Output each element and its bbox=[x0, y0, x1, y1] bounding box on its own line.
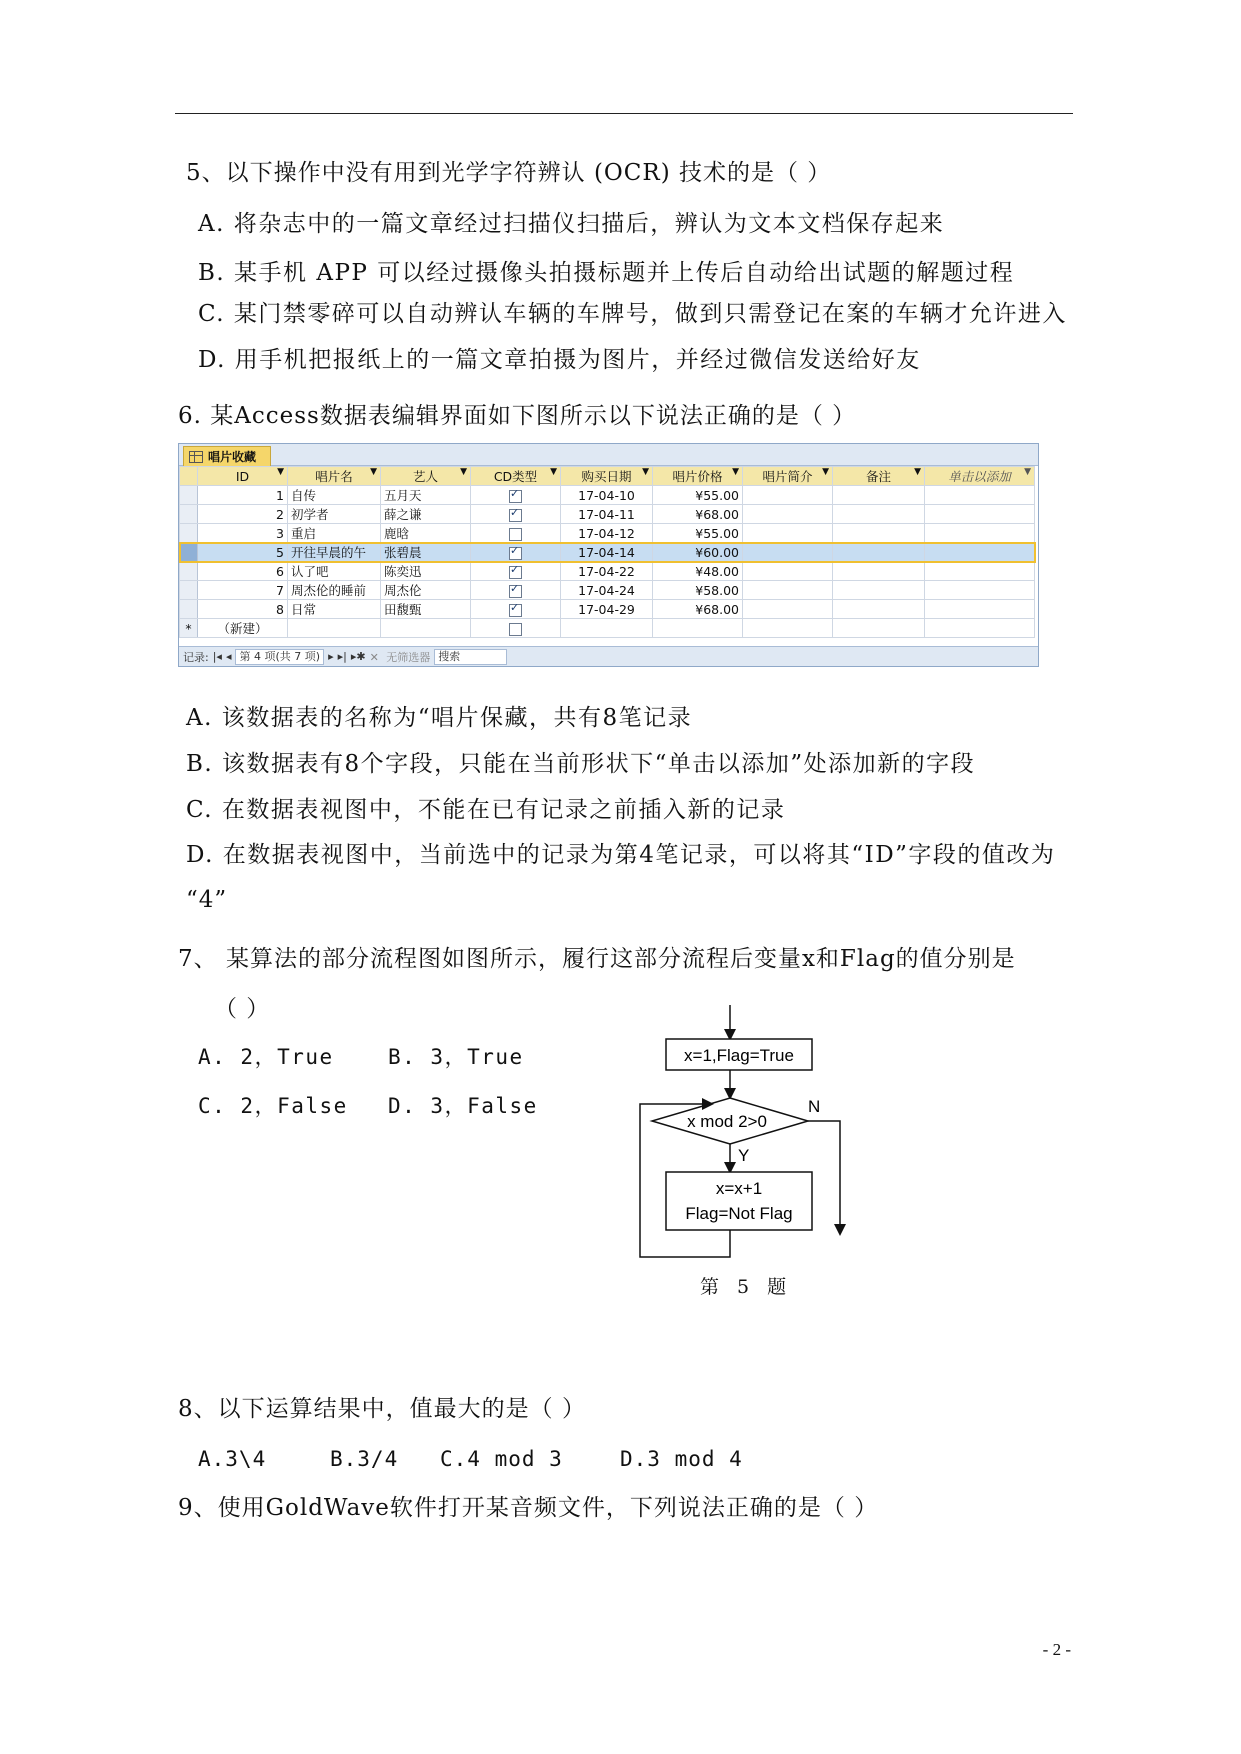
table-row[interactable] bbox=[180, 505, 1035, 524]
cell-cd-type[interactable] bbox=[471, 543, 561, 562]
q8-option-c: C.4 mod 3 bbox=[440, 1447, 563, 1471]
cell-price[interactable]: ¥55.00 bbox=[653, 486, 743, 505]
dropdown-arrow-icon: ▼ bbox=[1024, 467, 1031, 477]
first-record-icon[interactable]: |◂ bbox=[212, 650, 222, 663]
page-number: - 2 - bbox=[1042, 1640, 1071, 1659]
cell-cd-type[interactable] bbox=[471, 486, 561, 505]
new-row-label[interactable]: （新建） bbox=[198, 619, 288, 638]
q8-option-a: A.3\4 bbox=[198, 1447, 267, 1471]
cell-remark[interactable] bbox=[833, 486, 925, 505]
new-row-marker: * bbox=[180, 619, 198, 638]
cell-date[interactable]: 17-04-22 bbox=[561, 562, 653, 581]
q6-option-d: D. 在数据表视图中，当前选中的记录为第4笔记录，可以将其“ID”字段的值改为 bbox=[186, 842, 1056, 868]
cell-price[interactable]: ¥68.00 bbox=[653, 505, 743, 524]
q5-option-c: C. 某门禁零碎可以自动辨认车辆的车牌号，做到只需登记在案的车辆才允许进入 bbox=[198, 301, 1067, 327]
dropdown-arrow-icon: ▼ bbox=[550, 467, 557, 477]
cell-cd-type[interactable] bbox=[471, 505, 561, 524]
cell-id[interactable]: 2 bbox=[198, 505, 288, 524]
flowchart bbox=[630, 1005, 860, 1265]
cell-price[interactable]: ¥60.00 bbox=[653, 543, 743, 562]
cell-date[interactable]: 17-04-11 bbox=[561, 505, 653, 524]
q8-stem: 8、以下运算结果中，值最大的是（ ） bbox=[178, 1396, 586, 1422]
cell-date[interactable]: 17-04-10 bbox=[561, 486, 653, 505]
cell-cd-type[interactable] bbox=[471, 600, 561, 619]
figure-caption: 第 5 题 bbox=[700, 1276, 793, 1298]
body-line-1: x=x+1 bbox=[715, 1179, 763, 1198]
checkbox[interactable] bbox=[509, 585, 522, 598]
cell-add[interactable] bbox=[925, 543, 1035, 562]
q7-option-a: A. 2，True bbox=[198, 1045, 334, 1069]
checkbox[interactable] bbox=[509, 604, 522, 617]
prev-record-icon[interactable]: ◂ bbox=[225, 650, 232, 663]
cell-intro[interactable] bbox=[743, 562, 833, 581]
dropdown-arrow-icon: ▼ bbox=[460, 467, 467, 477]
access-datasheet-screenshot bbox=[178, 443, 1039, 667]
checkbox[interactable] bbox=[509, 547, 522, 560]
cell-cd-type[interactable] bbox=[471, 524, 561, 543]
checkbox[interactable] bbox=[509, 490, 522, 503]
dropdown-arrow-icon: ▼ bbox=[277, 467, 284, 477]
q6-option-c: C. 在数据表视图中，不能在已有记录之前插入新的记录 bbox=[186, 797, 786, 823]
dropdown-arrow-icon: ▼ bbox=[822, 467, 829, 477]
cell-add[interactable] bbox=[925, 486, 1035, 505]
q7-paren: （ ） bbox=[214, 996, 271, 1022]
table-row[interactable] bbox=[180, 543, 1035, 562]
row-selector[interactable] bbox=[180, 524, 198, 543]
cell-artist[interactable]: 张碧晨 bbox=[381, 543, 471, 562]
table-row[interactable] bbox=[180, 600, 1035, 619]
q5-stem: 5、以下操作中没有用到光学字符辨认 (OCR) 技术的是（ ） bbox=[186, 160, 832, 186]
last-record-icon[interactable]: ▸| bbox=[337, 650, 347, 663]
cell-add[interactable] bbox=[925, 524, 1035, 543]
table-icon bbox=[189, 451, 203, 463]
cell-name[interactable]: 自传 bbox=[288, 486, 381, 505]
cell-intro[interactable] bbox=[743, 486, 833, 505]
next-record-icon[interactable]: ▸ bbox=[328, 650, 334, 663]
cell-name[interactable]: 认了吧 bbox=[288, 562, 381, 581]
row-selector[interactable] bbox=[180, 581, 198, 600]
row-selector[interactable] bbox=[180, 486, 198, 505]
body-line-2: Flag=Not Flag bbox=[685, 1204, 793, 1223]
new-record-icon[interactable]: ▸✱ bbox=[350, 650, 366, 663]
filter-indicator[interactable]: ✕ 无筛选器 bbox=[369, 650, 431, 664]
cell-artist[interactable]: 周杰伦 bbox=[381, 581, 471, 600]
cell-id[interactable]: 7 bbox=[198, 581, 288, 600]
checkbox[interactable] bbox=[509, 509, 522, 522]
cell-name[interactable]: 开往早晨的午 bbox=[288, 543, 381, 562]
cell-artist[interactable]: 陈奕迅 bbox=[381, 562, 471, 581]
access-table-tab bbox=[183, 446, 271, 466]
cell-id[interactable]: 6 bbox=[198, 562, 288, 581]
cell-remark[interactable] bbox=[833, 600, 925, 619]
q5-option-a: A. 将杂志中的一篇文章经过扫描仪扫描后，辨认为文本文档保存起来 bbox=[198, 211, 945, 237]
cond-text: x mod 2>0 bbox=[687, 1112, 767, 1131]
cell-date[interactable]: 17-04-29 bbox=[561, 600, 653, 619]
cell-name[interactable]: 周杰伦的睡前 bbox=[288, 581, 381, 600]
q8-option-d: D.3 mod 4 bbox=[620, 1447, 743, 1471]
record-position-field[interactable]: 第 4 项(共 7 项) bbox=[235, 649, 324, 665]
q6-stem: 6. 某Access数据表编辑界面如下图所示以下说法正确的是（ ） bbox=[178, 403, 857, 429]
cell-price[interactable]: ¥55.00 bbox=[653, 524, 743, 543]
table-row[interactable] bbox=[180, 524, 1035, 543]
q6-option-b: B. 该数据表有8个字段，只能在当前形状下“单击以添加”处添加新的字段 bbox=[186, 751, 976, 777]
column-header-id[interactable]: ID ▼ bbox=[198, 467, 288, 486]
column-header-remark[interactable]: 备注 ▼ bbox=[833, 467, 925, 486]
records-label: 记录: bbox=[183, 650, 209, 664]
table-row[interactable] bbox=[180, 581, 1035, 600]
q6-option-d-continued: “4” bbox=[186, 887, 228, 913]
row-selector[interactable] bbox=[180, 600, 198, 619]
column-header-cd-type[interactable]: CD类型 ▼ bbox=[471, 467, 561, 486]
cell-date[interactable]: 17-04-12 bbox=[561, 524, 653, 543]
cell-id[interactable]: 3 bbox=[198, 524, 288, 543]
cell-intro[interactable] bbox=[743, 524, 833, 543]
column-header-name[interactable]: 唱片名 ▼ bbox=[288, 467, 381, 486]
cell-add[interactable] bbox=[925, 505, 1035, 524]
cell-price[interactable]: ¥48.00 bbox=[653, 562, 743, 581]
row-selector[interactable] bbox=[180, 543, 198, 562]
q7-stem: 7、 某算法的部分流程图如图所示，履行这部分流程后变量x和Flag的值分别是 bbox=[178, 946, 1016, 972]
cell-name[interactable]: 初学者 bbox=[288, 505, 381, 524]
column-header-date[interactable]: 购买日期 ▼ bbox=[561, 467, 653, 486]
cell-date[interactable]: 17-04-14 bbox=[561, 543, 653, 562]
cell-name[interactable]: 重启 bbox=[288, 524, 381, 543]
cell-name[interactable]: 日常 bbox=[288, 600, 381, 619]
q7-option-c: C. 2，False bbox=[198, 1094, 348, 1118]
cell-artist[interactable]: 薛之谦 bbox=[381, 505, 471, 524]
no-label: N bbox=[808, 1097, 821, 1116]
column-header-intro[interactable]: 唱片简介 ▼ bbox=[743, 467, 833, 486]
no-branch-arrow bbox=[808, 1121, 840, 1230]
cell-remark[interactable] bbox=[833, 543, 925, 562]
record-navigation-bar bbox=[179, 646, 1038, 666]
access-datasheet bbox=[179, 466, 1035, 638]
access-tab-bar bbox=[179, 444, 1038, 466]
q8-option-b: B.3/4 bbox=[330, 1447, 399, 1471]
cell-remark[interactable] bbox=[833, 524, 925, 543]
q5-option-d: D. 用手机把报纸上的一篇文章拍摄为图片，并经过微信发送给好友 bbox=[198, 347, 921, 373]
cell-artist[interactable]: 鹿晗 bbox=[381, 524, 471, 543]
cell-remark[interactable] bbox=[833, 581, 925, 600]
header-row bbox=[180, 467, 1035, 486]
cell-remark[interactable] bbox=[833, 562, 925, 581]
search-input[interactable]: 搜索 bbox=[434, 649, 507, 665]
checkbox[interactable] bbox=[509, 566, 522, 579]
header-rule bbox=[175, 113, 1073, 114]
dropdown-arrow-icon: ▼ bbox=[642, 467, 649, 477]
yes-label: Y bbox=[738, 1146, 750, 1165]
cell-remark[interactable] bbox=[833, 505, 925, 524]
cell-artist[interactable]: 五月天 bbox=[381, 486, 471, 505]
q5-option-b: B. 某手机 APP 可以经过摄像头拍摄标题并上传后自动给出试题的解题过程 bbox=[198, 260, 1015, 286]
cell-intro[interactable] bbox=[743, 505, 833, 524]
column-header-price[interactable]: 唱片价格 ▼ bbox=[653, 467, 743, 486]
cell-id[interactable]: 5 bbox=[198, 543, 288, 562]
cell-cd-type[interactable] bbox=[471, 581, 561, 600]
q9-stem: 9、使用GoldWave软件打开某音频文件，下列说法正确的是（ ） bbox=[178, 1495, 879, 1521]
cell-add[interactable] bbox=[925, 581, 1035, 600]
row-selector[interactable] bbox=[180, 562, 198, 581]
q7-option-d: D. 3，False bbox=[388, 1094, 538, 1118]
cell-artist[interactable]: 田馥甄 bbox=[381, 600, 471, 619]
dropdown-arrow-icon: ▼ bbox=[370, 467, 377, 477]
cell-price[interactable]: ¥68.00 bbox=[653, 600, 743, 619]
cell-price[interactable]: ¥58.00 bbox=[653, 581, 743, 600]
init-text: x=1,Flag=True bbox=[684, 1046, 794, 1065]
q7-option-b: B. 3，True bbox=[388, 1045, 524, 1069]
cell-date[interactable]: 17-04-24 bbox=[561, 581, 653, 600]
cell-intro[interactable] bbox=[743, 543, 833, 562]
dropdown-arrow-icon: ▼ bbox=[914, 467, 921, 477]
cell-intro[interactable] bbox=[743, 581, 833, 600]
table-row[interactable] bbox=[180, 486, 1035, 505]
q6-option-a: A. 该数据表的名称为“唱片保藏，共有8笔记录 bbox=[186, 705, 693, 731]
cell-intro[interactable] bbox=[743, 600, 833, 619]
row-selector[interactable] bbox=[180, 505, 198, 524]
checkbox[interactable] bbox=[509, 528, 522, 541]
cell-id[interactable]: 1 bbox=[198, 486, 288, 505]
dropdown-arrow-icon: ▼ bbox=[732, 467, 739, 477]
cell-id[interactable]: 8 bbox=[198, 600, 288, 619]
cell-add[interactable] bbox=[925, 600, 1035, 619]
column-header-click-to-add[interactable]: 单击以添加 ▼ bbox=[925, 467, 1035, 486]
access-table-title: 唱片收藏 bbox=[208, 450, 257, 464]
row-selector-header bbox=[180, 467, 198, 486]
cell-add[interactable] bbox=[925, 562, 1035, 581]
table-row[interactable] bbox=[180, 562, 1035, 581]
column-header-artist[interactable]: 艺人 ▼ bbox=[381, 467, 471, 486]
checkbox[interactable] bbox=[509, 623, 522, 636]
cell-cd-type[interactable] bbox=[471, 562, 561, 581]
new-record-row[interactable] bbox=[180, 619, 1035, 638]
